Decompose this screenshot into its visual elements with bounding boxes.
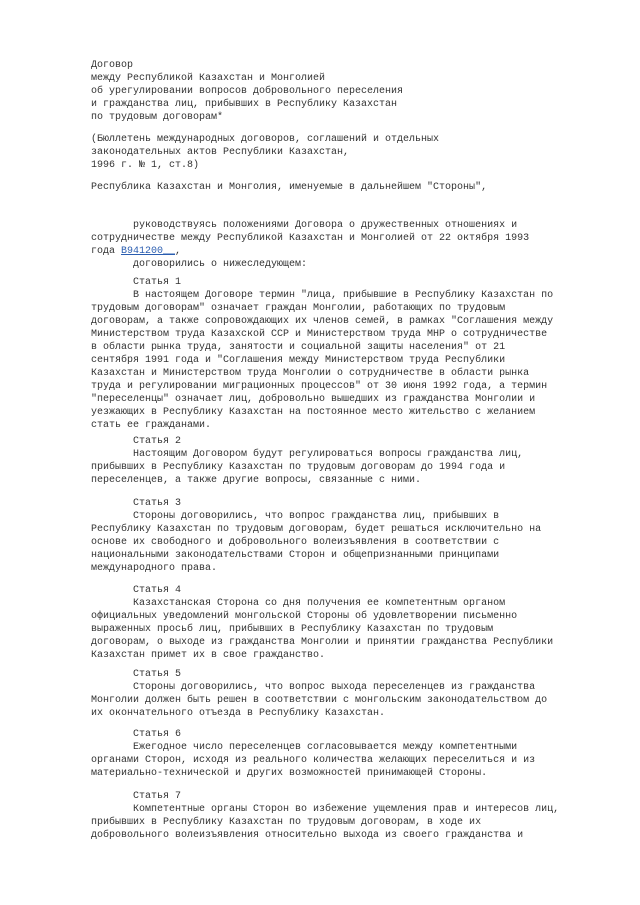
text-line: и гражданства лиц, прибывших в Республику Казахстан [91,99,398,110]
text-line: основе их свободного и добровольного волеизъявления в соответствии с [91,537,500,548]
text-line: Республику Казахстан по трудовым договорам, будет решаться исключительно на [91,524,542,535]
article-4 [91,584,640,662]
treaty-link[interactable]: B941200__ [121,246,176,257]
parties-statement [91,181,640,194]
text-line: Казахстанская Сторона со дня получения ее компетентным органом [91,598,506,609]
text-line: Настоящим Договором будут регулироваться вопросы гражданства лиц, [91,449,524,460]
text-line: Компетентные органы Сторон во избежение ущемления прав и интересов лиц, [91,804,560,815]
text-line: Республика Казахстан и Монголия, именуемые в дальнейшем "Стороны", [91,182,488,193]
preamble-line: руководствуясь положениями Договора о дружественных отношениях и [91,220,518,231]
text-line: Казахстан и Министерством труда Монголии о сотрудничестве в области рынка [91,368,530,379]
text-line: стать ее гражданами. [91,420,212,431]
text-line: (Бюллетень международных договоров, соглашений и отдельных [91,134,440,145]
text-line: уезжающих в Республику Казахстан на постоянное место жительство с желанием [91,407,536,418]
text-line: материально-технической и других возможностей принимающей Стороны. [91,768,488,779]
text-line: договорам, а также сопровождающих их членов семей, в рамках "Соглашения между [91,316,554,327]
article-6 [91,728,640,780]
preamble-line [91,245,640,258]
text-line: выраженных просьб лиц, прибывших в Республику Казахстан по трудовым [91,624,494,635]
text-line: Договор [91,60,134,71]
text-line: Статья 7 [91,791,182,802]
preamble [91,219,640,271]
text-line: национальными законодательствами Сторон и общепризнанными принципами [91,550,500,561]
text-line: Стороны договорились, что вопрос выхода переселенцев из гражданства [91,682,536,693]
preamble-line: сотрудничестве между Республикой Казахстан и Монголией от 22 октября 1993 [91,233,530,244]
text-line: в области рынка труда, занятости и социальной защиты населения" от 21 [91,342,506,353]
article-3 [91,497,640,575]
article-2 [91,435,640,487]
preamble-text: года [91,246,122,257]
text-line: официальных уведомлений монгольской Стороны об удовлетворении письменно [91,611,518,622]
text-line: Монголии должен быть решен в соответствии с монгольским законодательством до [91,695,548,706]
text-line: труда и регулировании миграционных процессов" от 30 июня 1992 года, а термин [91,381,548,392]
text-line: сентября 1991 года и "Соглашения между Министерством труда Республики [91,355,506,366]
text-line: Статья 1 [91,277,182,288]
text-line: "переселенцы" означает лиц, добровольно вышедших из гражданства Монголии и [91,394,536,405]
document-title [91,59,640,124]
text-line: прибывших в Республику Казахстан по трудовым договорам, в ходе их [91,817,482,828]
preamble-line: договорились о нижеследующем: [91,259,308,270]
text-line: их окончательного отъезда в Республику Казахстан. [91,708,386,719]
text-line: переселенцев, а также другие вопросы, связанные с ними. [91,475,422,486]
text-line: добровольного волеизъявления относительно выхода из своего гражданства и [91,830,524,841]
text-line: прибывших в Республику Казахстан по трудовым договорам до 1994 года и [91,462,506,473]
text-line: Министерством труда Казахской ССР и Министерством труда МНР о сотрудничестве [91,329,548,340]
text-line: Ежегодное число переселенцев согласовывается между компетентными [91,742,518,753]
text-line: законодательных актов Республики Казахстан, [91,147,350,158]
text-line: Статья 5 [91,669,182,680]
bulletin-reference [91,133,640,172]
text-line: трудовым договорам" означает граждан Монголии, работающих по трудовым [91,303,506,314]
article-1 [91,276,640,432]
text-line: Статья 2 [91,436,182,447]
text-line: договорам, о выходе из гражданства Монголии и принятии гражданства Республики [91,637,554,648]
text-line: органами Сторон, исходя из реального количества желающих переселиться и из [91,755,536,766]
preamble-text: , [175,246,182,257]
text-line: В настоящем Договоре термин "лица, прибывшие в Республику Казахстан по [91,290,554,301]
text-line: международного права. [91,563,218,574]
text-line: Стороны договорились, что вопрос гражданства лиц, прибывших в [91,511,500,522]
text-line: Статья 3 [91,498,182,509]
text-line: по трудовым договорам* [91,112,224,123]
text-line: 1996 г. № 1, ст.8) [91,160,200,171]
text-line: Казахстан примет их в свое гражданство. [91,650,326,661]
text-line: между Республикой Казахстан и Монголией [91,73,326,84]
article-5 [91,668,640,720]
text-line: об урегулировании вопросов добровольного переселения [91,86,404,97]
article-7 [91,790,640,842]
text-line: Статья 6 [91,729,182,740]
text-line: Статья 4 [91,585,182,596]
